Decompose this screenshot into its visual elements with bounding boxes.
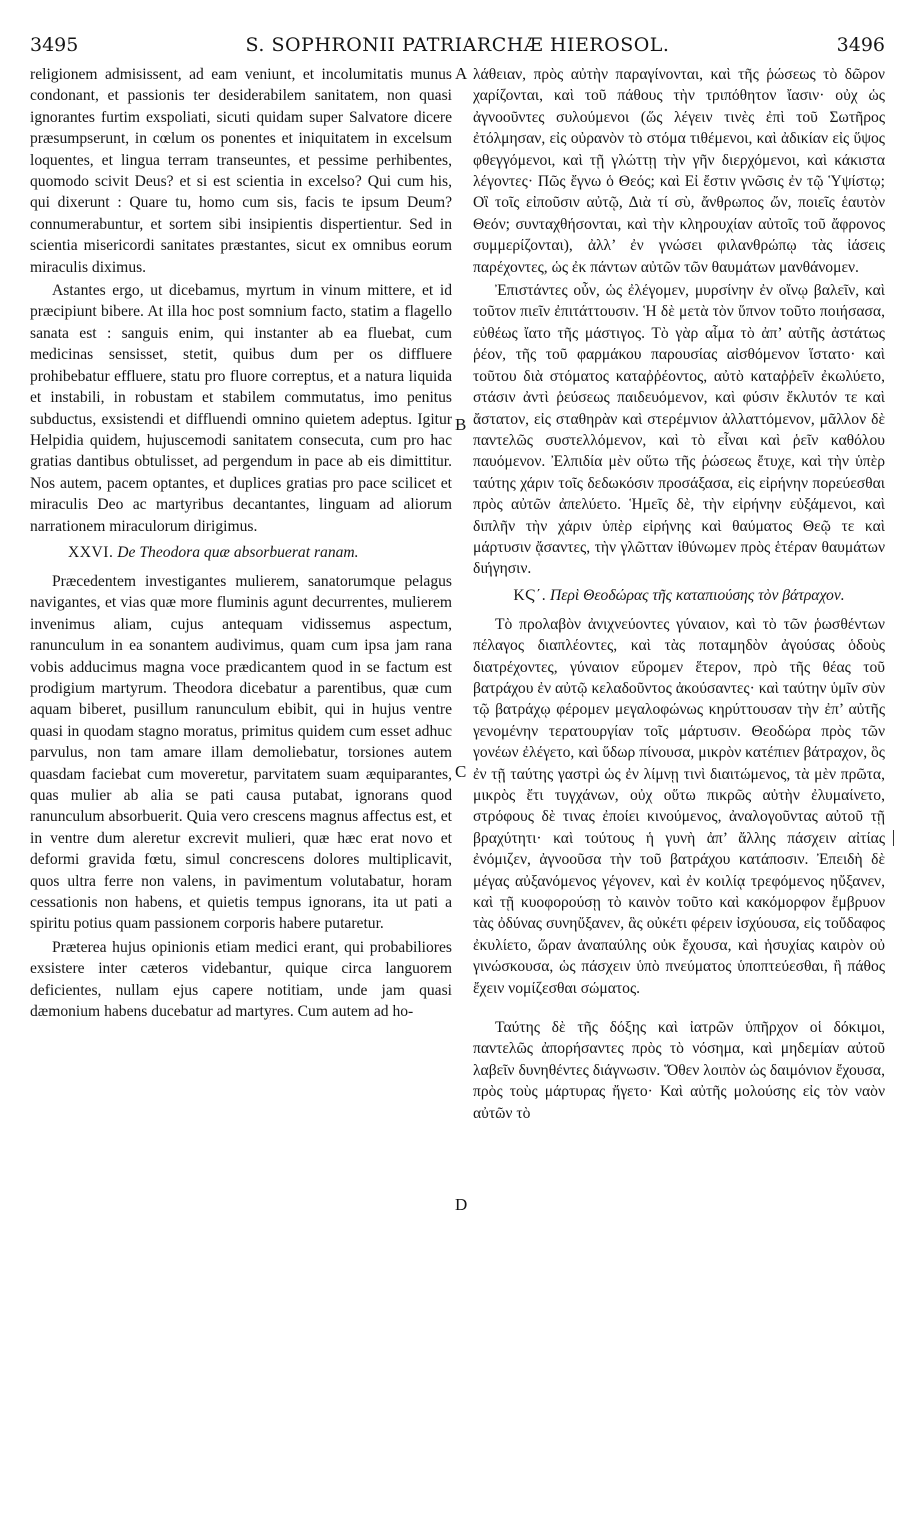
- greek-paragraph-3: Τὸ προλαβὸν ἀνιχνεύοντες γύναιον, καὶ τὸ τῶν ῥωσθέντων πέλαγος διαπλέοντες, καὶ τὰς ποταμηδὸν ἀγούσας ὁδοὺς διατρέχοντες, γύναιον εὕρομεν ἕτερον, πρὸ τῆς θέας τοῦ βατράχου ἐν αὐτῷ κελαδοῦντος ἀκούσαντες· καὶ ταύτην ὑμῖν σὺν τῷ βατράχῳ φέρομεν μεγαλοφώνως κηρύττουσαν τὴν ἐπ’ αὐτῆς γενομένην τερατουργίαν τοῖς μάρτυσιν. Θεοδώρα πρὸς τῶν γονέων ἐλέγετο, καὶ ὕδωρ πίνουσα, μικρὸν κατέπιεν βάτραχον, ὃς ἐν τῇ ταύτης γαστρὶ ὡς ἐν λίμνῃ τινὶ διαιτώμενος, τὰ μὲν πρῶτα, μικρὸς ἔτι τυγχάνων, οὐχ οὕτω πικρῶς αὐτὴν ἐλυμαίνετο, στρόφους δὲ τινας ἐποίει κινούμενος, ἀναλογοῦντας αὐτοῦ τῇ βραχύτητι· καὶ τούτους ἡ γυνὴ ἀπ’ ἄλλης πάσχειν αἰτίας ἐνόμιζεν, ἀγνοοῦσα τὴν τοῦ βατράχου κατάποσιν. Ἐπειδὴ δὲ μέγας αὐξανόμενος γέγονεν, καὶ ἐν κοιλίᾳ τρεφόμενος ηὔξανεν, καὶ τῇ κυοφορούσῃ τὸ καινὸν τοῦτο καὶ κακόμορφον ἔμβρυον τὰς ὀδύνας συνηὔξανεν, ἃς οὐκέτι φέρειν ἰσχύουσα, εἰς τοὔδαφος ἐκυλίετο, ὥραν ἀναπαύλης οὐκ ἔχουσα, καὶ ἡσυχίας καιρὸν οὐ γινώσκουσα, ὡς πάσχειν ὑπὸ πνεύματος ὑποπτεύεσθαι, ἢ πάθος ἔχειν νομίζεσθαι σώματος.: [473, 615, 885, 997]
- latin-paragraph-2: Astantes ergo, ut dicebamus, myrtum in vinum mittere, et id præcipiunt bibere. At illa hoc post somnium facto, statim a flagello sanata est : sanguis enim, qui instanter ab ea fluebat, cum medicinas sensisset, stetit, quibus dum per os diffluere prohibebatur effluere, statu pro fluore correptus, et a natura liquida et instabili, in robustam et stabilem commutatus, imo penitus subductus, exsistendi et diffluendi omnino quietem adeptus. Igitur Helpidia quidem, hujuscemodi sanitatem consecuta, cum pro hac gratias dantibus obtulisset, ad pergendum in pace ab eis dimittitur. Nos autem, pacem optantes, et duplices gratias pro pace scilicet et miraculis Deo ac martyribus decantantes, linguam ad aliorum narrationem miraculorum dirigimus.: [30, 282, 452, 535]
- greek-paragraph-1: λάθειαν, πρὸς αὐτὴν παραγίνονται, καὶ τῆς ῥώσεως τὸ δῶρον χαρίζονται, καὶ τοῦ πάθους τὴν τριπόθητον ἴασιν· οὐχ ὡς ἀγνοοῦντες συλούμενοι (ὥς λέγειν τινὲς ἐπὶ τοῦ Σωτῆρος ἐτόλμησαν, εἰς οὐρανὸν τὸ στόμα τιθέμενοι, καὶ ἀδικίαν εἰς ὕψος φθεγγόμενοι, καὶ τῇ γλώττῃ τὴν γῆν διερχόμενοι, καὶ κάκιστα λέγοντες· Πῶς ἔγνω ὁ Θεός; καὶ Εἰ ἔστιν γνῶσις ἐν τῷ Ὑψίστῳ; Οἳ τοῖς εἰποῦσιν αὐτῷ, Διὰ τί σὺ, ἄνθρωπος ὤν, ποιεῖς ἑαυτὸν Θεόν; συνταχθήσονται, καὶ τὴν κληρουχίαν αὐτοῖς τοῦ ἄφρονος συμμερίζονται), ἀλλ’ ἐν γνώσει φιλανθρώπῳ τὰς ἰάσεις παρέχοντες, ὡς ἐκ πάντων αὐτῶν τῶν θαυμάτων μανθάνομεν.: [473, 66, 885, 276]
- paragraph-gap: [473, 999, 885, 1017]
- greek-paragraph-2: Ἐπιστάντες οὖν, ὡς ἐλέγομεν, μυρσίνην ἐν οἴνῳ βαλεῖν, καὶ τοῦτον πιεῖν ἐπιτάττουσιν. Ἡ δὲ μετὰ τὸν ὕπνον τοῦτο ποιήσασα, εὐθέως ἴατο τῆς μάστιγος. Τὸ γὰρ αἷμα τὸ ἀπ’ αὐτῆς ἀστάτως ῥέον, τῆς τοῦ φαρμάκου παρουσίας αἰσθόμενον ἵστατο· καὶ τοῦτου διὰ στόματος καταῤῥέοντος, αὐτὸ καταῤῥεῖν ἐκωλύετο, στάσιν ἀντὶ ῥεύσεως παιδευόμενον, καὶ φύσιν ἔκλυτόν τε καὶ ἄστατον, εἰς σταθηρὰν καὶ στερέμνιον ἀλλαττόμενον, μᾶλλον δὲ παντελῶς συστελλόμενον, καὶ τὸ εἶναι καὶ ῥεῖν καθόλου παυόμενον. Ἐλπιδία μὲν οὕτω τῆς ῥώσεως ἔτυχε, καὶ τὴν ὑπὲρ ταύτης χάριν τοῖς δεδωκόσιν προσάξασα, εἰς εἰρήνην πορεύεσθαι πρὸς αὐτῶν ἀπελύετο. Ἡμεῖς δὲ, τὴν εἰρήνην εὐξάμενοι, καὶ διπλῆν τὴν χάριν ὑπὲρ εἰρήνης καὶ θαύματος Θεῷ τε καὶ μάρτυσιν ᾄσαντες, τὴν γλῶτταν ἰθύνωμεν πρὸς ἑτέραν θαυμάτων διήγησιν.: [473, 282, 885, 578]
- greek-paragraph-4: Ταύτης δὲ τῆς δόξης καὶ ἰατρῶν ὑπῆρχον οἱ δόκιμοι, παντελῶς ἀπορήσαντες πρὸς τὸ νόσημα, καὶ μηδεμίαν αὐτοῦ λαβεῖν δυνηθέντες διάγνωσιν. Ὅθεν λοιπὸν ὡς δαιμόνιον ἔχουσα, πρὸς τοὺς μάρτυρας ἤγετο· Καὶ αὐτῆς μολούσης εἰς τὸν ναὸν αὐτῶν τὸ: [473, 1019, 885, 1122]
- greek-chapter-heading: [473, 586, 885, 606]
- greek-chapter-title: Περὶ Θεοδώρας τῆς καταπιούσης τὸν βάτραχον.: [550, 586, 845, 604]
- latin-paragraph-4: Præterea hujus opinionis etiam medici erant, qui probabiliores exsistere inter cæteros videbantur, quique circa languorem deficientes, nullam ejus capere notitiam, unde jam quasi dæmonium habens ducebatur ad martyres. Cum autem ad ho-: [30, 938, 452, 1021]
- latin-paragraph-3: Præcedentem investigantes mulierem, sanatorumque pelagus navigantes, et vias quæ more fluminis agunt decurrentes, mulierem invenimus aliam, cujus antequam vidissemus aspectum, ranunculum in ea sonantem audivimus, quam cum ipsa jam rana vobis adducimus magna voce prædicantem quod in se factum est prodigium martyrum. Theodora dicebatur a parentibus, quæ cum aquam biberet, pusillum ranunculum ebibit, qui in hujus ventre quasi in quodam stagno moratus, primitus quidem cum esset adhuc parvulus, non tam amare illam demoliebatur, torsiones autem quasdam faciebat cum moveretur, parvitatem suam æquiparantes, quas mulier ab alia se pati causa putabat, ignorans quod ranunculum absorbuerit. Quia vero crescens magnus affectus est, et in ventre dum aleretur excrevit mulieri, quæ hæc erat novo et deformi gravida fœtu, simul concrescens dolores multiplicavit, quos ultra ferre non valens, in pavimentum volutabatur, horam cessationis non habens, et quietis tempus ignorans, ita ut pati a spiritu potius quam passionem corporis habere putaretur.: [30, 572, 452, 933]
- page-number-right: 3496: [836, 34, 885, 56]
- greek-column: [473, 64, 885, 1124]
- latin-chapter-number: XXVI.: [68, 543, 114, 561]
- margin-marker-a: A: [455, 64, 468, 83]
- margin-marker-d: D: [455, 1195, 468, 1214]
- latin-chapter-heading: [30, 543, 452, 563]
- latin-paragraph-1: religionem admisissent, ad eam veniunt, et incolumitatis munus condonant, et passionis ter desiderabilem sanitatem, non quasi ignorantes furtim exspoliati, sicuti quidam super Salvatore dicere præsumpserunt, in cœlum os ponentes et iniquitatem in excelsum loquentes, et lingua terram transeuntes, et pessime perhibentes, quomodo scivit Deus? et si est scientia in excelso? Qui cum his, qui dixerunt : Quare tu, homo cum sis, facis te ipsum Deum? connumerabuntur, et sortem sibi insipientis dispertientur. Sed in scientia misericordi sanitates præstantes, sicut ex omnibus eorum miraculis diximus.: [30, 66, 452, 276]
- margin-marker-c: C: [455, 762, 467, 781]
- latin-chapter-title: De Theodora quæ absorbuerat ranam.: [117, 543, 359, 561]
- page-edge-mark: [893, 830, 894, 846]
- greek-chapter-number: ΚϚ΄.: [513, 586, 547, 604]
- running-header: [30, 34, 885, 60]
- page-number-left: 3495: [30, 34, 79, 56]
- latin-column: [30, 64, 452, 1022]
- running-title: S. SOPHRONII PATRIARCHÆ HIEROSOL.: [245, 34, 670, 56]
- margin-marker-b: B: [455, 415, 467, 434]
